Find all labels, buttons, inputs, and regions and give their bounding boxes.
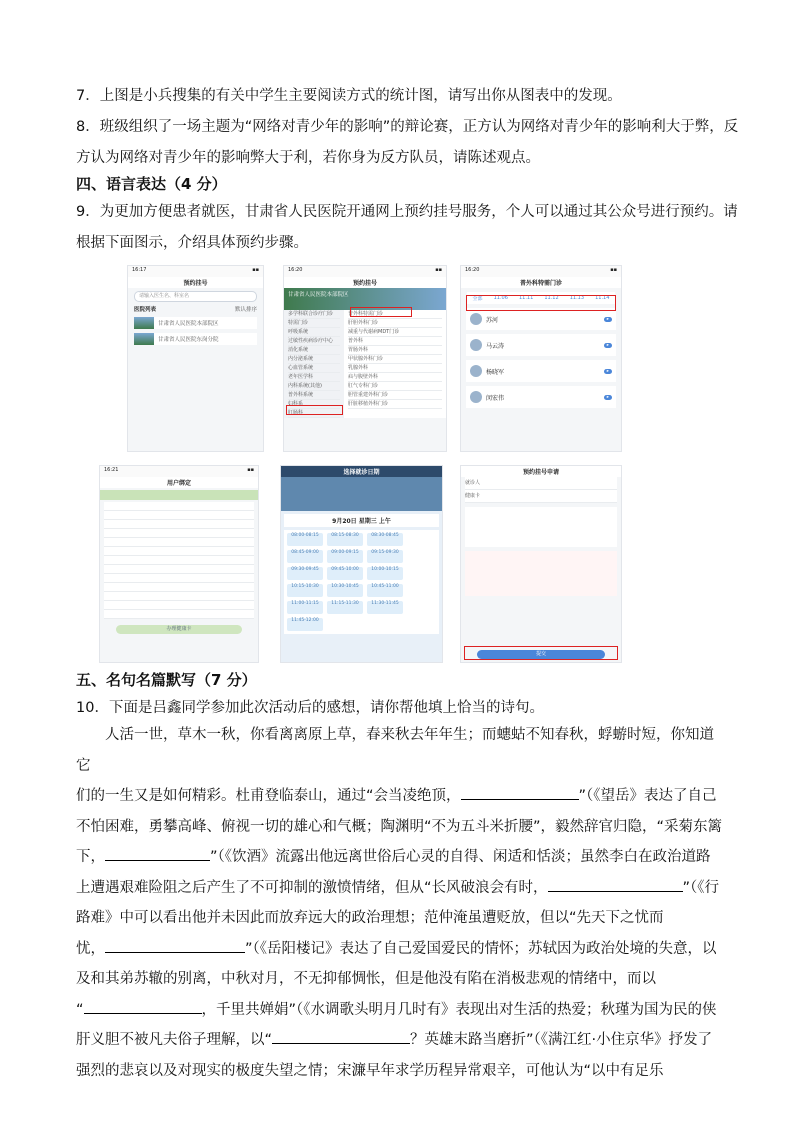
q8-text-2: 方认为网络对青少年的影响弊大于利，若你身为反方队员，请陈述观点。 bbox=[76, 150, 540, 166]
screenshot-doctor-list: 16:20 ▪▪ 普外科特需门诊 全部 11.06 11.11 11.12 11.13 11.14 苏河 ▸ 马云涛 ▸ 杨晓军 ▸ 闵宏伟 ▸ bbox=[460, 265, 622, 452]
para-line: 下， ”（《饮酒》流露出他远离世俗后心灵的自得、闲适和恬淡；虽然李白在政治道路 bbox=[76, 842, 726, 873]
department-category: 呼吸系统 bbox=[288, 328, 340, 337]
q9-text-2: 根据下面图示，介绍具体预约步骤。 bbox=[76, 235, 308, 251]
avatar bbox=[470, 365, 482, 377]
hospital-item: 甘肃省人民医院东岗分院 bbox=[134, 333, 257, 345]
para-line: 们的一生又是如何精彩。杜甫登临泰山，通过“会当凌绝顶， ”（《望岳》表达了自己 bbox=[76, 781, 726, 812]
department-category: 妇科系 bbox=[288, 400, 340, 409]
screenshot-appointment-application bbox=[460, 465, 622, 663]
q10-text: 10．下面是吕鑫同学参加此次活动后的感想，请你帮他填上恰当的诗句。 bbox=[76, 700, 544, 716]
time-slot: 09:30-09:45 bbox=[287, 567, 323, 580]
patient-row: 就诊人 bbox=[465, 477, 617, 490]
screenshot-select-date bbox=[280, 465, 443, 663]
para-line: 上遭遇艰难险阻之后产生了不可抑制的激愤情绪，但从“长风破浪会有时， ”（《行 bbox=[76, 873, 726, 904]
form-row bbox=[104, 529, 254, 538]
time-slot: 11:15-11:30 bbox=[327, 601, 363, 614]
form-row bbox=[104, 601, 254, 610]
department-item: 肝脏移植外科门诊 bbox=[348, 400, 442, 409]
submit-button: 提交 bbox=[477, 650, 605, 659]
doctor-item: 苏河 ▸ bbox=[466, 308, 616, 330]
screen-title: 用户绑定 bbox=[100, 477, 258, 488]
time-slot: 11:00-11:15 bbox=[287, 601, 323, 614]
get-health-card-button: 办理健康卡 bbox=[116, 625, 242, 634]
time-slot: 11:45-12:00 bbox=[287, 618, 323, 631]
department-right-list bbox=[344, 310, 446, 418]
department-category: 消化系统 bbox=[288, 346, 340, 355]
list-heading: 医院列表 bbox=[134, 307, 157, 313]
department-category: 内分泌系统 bbox=[288, 355, 340, 364]
doctor-item: 马云涛 ▸ bbox=[466, 334, 616, 356]
screen-title: 预约挂号 bbox=[284, 277, 446, 288]
screen-title: 预约挂号申请 bbox=[461, 466, 621, 477]
department-item: 胃肠外科 bbox=[348, 346, 442, 355]
form-row bbox=[104, 565, 254, 574]
department-item: 肝胆外科门诊 bbox=[348, 319, 442, 328]
search-input: 请输入医生名、科室名 bbox=[134, 291, 257, 302]
section-4-heading: 四、语言表达（4 分） bbox=[76, 175, 227, 193]
time-slot: 08:00-08:15 bbox=[287, 533, 323, 546]
sort-label: 默认排序 bbox=[234, 307, 257, 313]
answer-blank[interactable] bbox=[461, 785, 579, 800]
hospital-item: 甘肃省人民医院本部院区 bbox=[134, 317, 257, 329]
form-row bbox=[104, 592, 254, 601]
para-line: 不怕困难，勇攀高峰、俯视一切的雄心和气概；陶渊明“不为五斗米折腰”，毅然辞官归隐，“采菊东篱 bbox=[76, 818, 723, 835]
para-line: 肝义胆不被凡夫俗子理解，以“ ？英雄末路当磨折”（《满江红·小住京华》抒发了 bbox=[76, 1025, 726, 1056]
para-line: 及和其弟苏辙的别离，中秋对月，不无抑郁惆怅，但是他没有陷在消极悲观的情绪中，而以 bbox=[76, 971, 656, 987]
section-5-heading: 五、名句名篇默写（7 分） bbox=[76, 671, 257, 689]
avatar bbox=[470, 391, 482, 403]
department-category: 特需门诊 bbox=[288, 319, 340, 328]
answer-blank[interactable] bbox=[272, 1029, 410, 1044]
doctor-item: 杨晓军 ▸ bbox=[466, 360, 616, 382]
time-slot: 09:15-09:30 bbox=[367, 550, 403, 563]
department-category: 肛肠科 bbox=[288, 409, 340, 418]
health-card-row: 健康卡 bbox=[465, 490, 617, 503]
department-category: 多学科联合诊疗门诊 bbox=[288, 310, 340, 319]
q7-text: 7．上图是小兵搜集的有关中学生主要阅读方式的统计图，请写出你从图表中的发现。 bbox=[76, 88, 622, 104]
doctor-list bbox=[461, 308, 621, 408]
department-item: 疝与腹壁外科 bbox=[348, 373, 442, 382]
answer-blank[interactable] bbox=[84, 999, 202, 1014]
form-row bbox=[104, 538, 254, 547]
department-category: 普外科系统 bbox=[288, 391, 340, 400]
form-row bbox=[104, 520, 254, 529]
screenshot-user-binding: 16:21 ▪▪ 用户绑定 办理健康卡 bbox=[99, 465, 259, 663]
para-line: 忧， ”（《岳阳楼记》表达了自己爱国爱民的情怀；苏轼因为政治处境的失意，以 bbox=[76, 934, 726, 965]
department-item: 乳腺外科 bbox=[348, 364, 442, 373]
time-slot: 10:15-10:30 bbox=[287, 584, 323, 597]
para-line: 人活一世，草木一秋，你看离离原上草，春来秋去年年生；而蟪蛄不知春秋，蜉蝣时短，你知道它 bbox=[76, 727, 714, 774]
department-item: 肛气专科门诊 bbox=[348, 382, 442, 391]
form-row bbox=[104, 511, 254, 520]
doctor-item: 闵宏伟 ▸ bbox=[466, 386, 616, 408]
department-category: 老年医学科 bbox=[288, 373, 340, 382]
time-slot: 10:30-10:45 bbox=[327, 584, 363, 597]
para-line: 路难》中可以看出他并未因此而放弃远大的政治理想；范仲淹虽遭贬放，但以“先天下之忧而 bbox=[76, 910, 664, 926]
screen-title: 预约挂号 bbox=[128, 277, 263, 288]
time-slot-grid bbox=[284, 530, 439, 634]
department-item: 普外科特需门诊 bbox=[348, 310, 442, 319]
q9-text-1: 9．为更加方便患者就医，甘肃省人民医院开通网上预约挂号服务，个人可以通过其公众号进行预约。请 bbox=[76, 204, 738, 220]
time-slot: 11:30-11:45 bbox=[367, 601, 403, 614]
form-row bbox=[104, 547, 254, 556]
screen-title: 普外科特需门诊 bbox=[461, 277, 621, 288]
avatar bbox=[470, 313, 482, 325]
department-category: 内科系统(其他) bbox=[288, 382, 340, 391]
q8-text-1: 8．班级组织了一场主题为“网络对青少年的影响”的辩论赛，正方认为网络对青少年的影响利大于弊，反 bbox=[76, 119, 739, 135]
time-slot: 10:00-10:15 bbox=[367, 567, 403, 580]
hospital-banner: 甘肃省人民医院本部院区 bbox=[284, 288, 446, 310]
time-slot: 08:45-09:00 bbox=[287, 550, 323, 563]
form-row bbox=[104, 583, 254, 592]
department-item: 胆管重建外科门诊 bbox=[348, 391, 442, 400]
time-slot: 09:00-09:15 bbox=[327, 550, 363, 563]
answer-blank[interactable] bbox=[105, 938, 245, 953]
form-row bbox=[104, 574, 254, 583]
answer-blank[interactable] bbox=[548, 877, 683, 892]
time-slot: 08:30-08:45 bbox=[367, 533, 403, 546]
department-category: 过敏性疾病诊疗中心 bbox=[288, 337, 340, 346]
form-row bbox=[104, 556, 254, 565]
para-line: “ ，千里共婵娟”（《水调歌头明月几时有》表现出对生活的热爱；秋瑾为国为民的侠 bbox=[76, 995, 726, 1026]
selected-date: 9月20日 星期三 上午 bbox=[284, 514, 439, 527]
time-slot: 08:15-08:30 bbox=[327, 533, 363, 546]
time-slot: 10:45-11:00 bbox=[367, 584, 403, 597]
time-slot: 09:45-10:00 bbox=[327, 567, 363, 580]
screen-title: 选择就诊日期 bbox=[281, 466, 442, 477]
screenshot-department-list: 16:20 ▪▪ 预约挂号 甘肃省人民医院本部院区 多学科联合诊疗门诊 特需门诊 呼吸系统 过敏性疾病诊疗中心 消化系统 内分泌系统 心血管系统 老年医学科 内科系统(其他) 普外科系统 妇科系 肛肠科 普外科特需门诊 肝胆外科门诊 减重与代谢病MDT门诊 普外科 胃肠外科 甲状腺外科门诊 乳腺外科 疝与腹壁外科 肛气专科门诊 胆管重建外科门诊 肝脏移植外科门诊 bbox=[283, 265, 447, 452]
department-left-list bbox=[284, 310, 344, 418]
department-item: 普外科 bbox=[348, 337, 442, 346]
para-line: 强烈的悲哀以及对现实的极度失望之情；宋濂早年求学历程异常艰辛，可他认为“以中有足乐 bbox=[76, 1062, 664, 1079]
form-row bbox=[104, 610, 254, 619]
form-row bbox=[104, 502, 254, 511]
answer-blank[interactable] bbox=[105, 846, 210, 861]
department-category: 心血管系统 bbox=[288, 364, 340, 373]
department-item: 减重与代谢病MDT门诊 bbox=[348, 328, 442, 337]
avatar bbox=[470, 339, 482, 351]
department-item: 甲状腺外科门诊 bbox=[348, 355, 442, 364]
status-time: 16:17 bbox=[132, 267, 147, 273]
date-strip: 全部 11.06 11.11 11.12 11.13 11.14 bbox=[467, 292, 615, 304]
screenshot-hospital-list: 16:17 ▪▪ 预约挂号 请输入医生名、科室名 医院列表 默认排序 甘肃省人民医院本部院区 甘肃省人民医院东岗分院 bbox=[127, 265, 264, 452]
